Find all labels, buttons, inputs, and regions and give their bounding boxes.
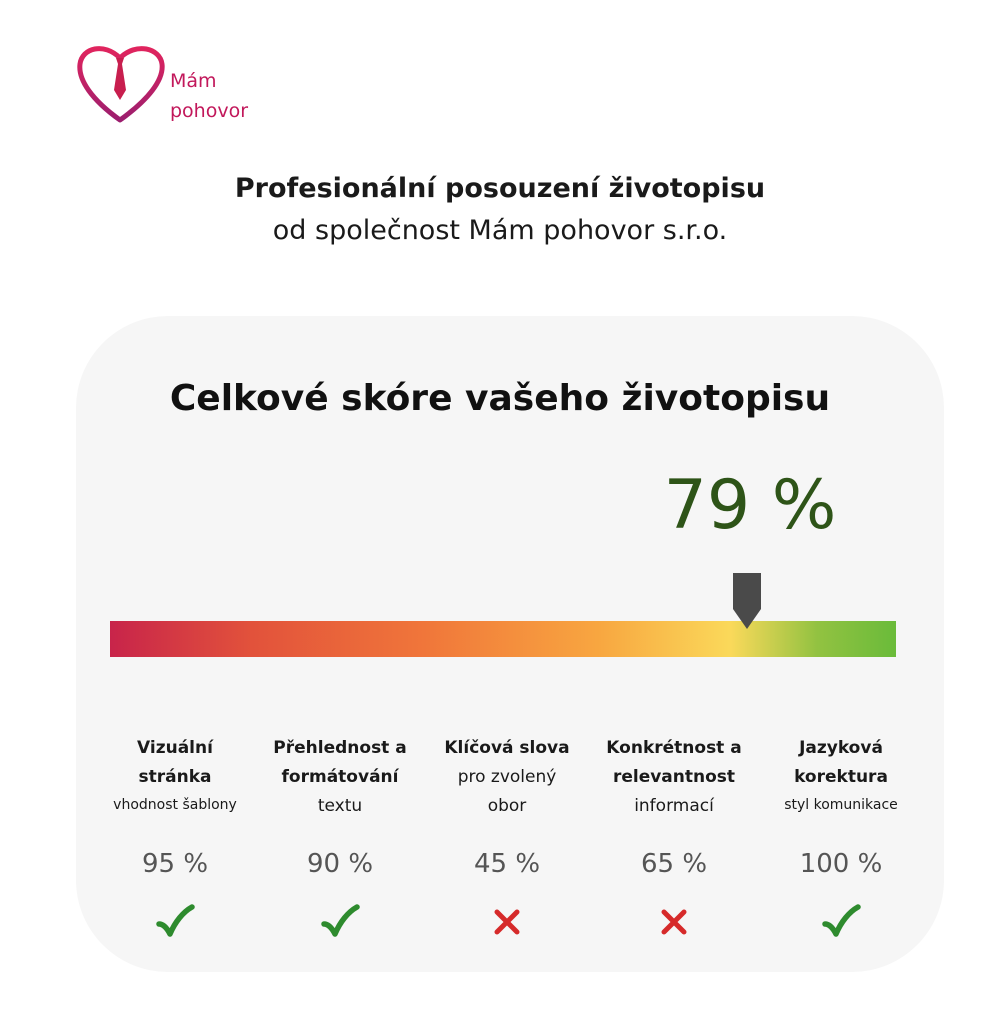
- check-icon: [821, 904, 861, 940]
- metric-language: [756, 734, 926, 818]
- metric-status-visual: [90, 904, 260, 940]
- cross-icon: [659, 904, 689, 940]
- metric-status-relevance: [589, 904, 759, 940]
- metric-title-line2: stránka: [138, 767, 212, 787]
- metric-subtitle: styl komunikace: [784, 797, 898, 813]
- metric-title-line1: Konkrétnost a: [606, 738, 742, 758]
- cross-icon: [492, 904, 522, 940]
- metric-value-relevance: 65 %: [640, 849, 708, 879]
- metric-subtitle: textu: [317, 796, 363, 816]
- metric-subtitle: obor: [487, 796, 527, 816]
- heart-tie-icon: [74, 40, 174, 130]
- metric-title-line1: Vizuální: [137, 738, 213, 758]
- metric-value-visual: 95 %: [141, 849, 209, 879]
- logo-line1: Mám: [170, 70, 217, 92]
- page-subtitle: od společnost Mám pohovor s.r.o.: [272, 215, 728, 246]
- metric-subtitle: informací: [634, 796, 714, 816]
- overall-score: 79 %: [663, 466, 837, 545]
- metric-value-keywords: 45 %: [473, 849, 541, 879]
- logo-text: [170, 66, 248, 126]
- check-icon: [320, 904, 360, 940]
- logo-line2: pohovor: [170, 100, 249, 122]
- metric-status-keywords: [422, 904, 592, 940]
- metric-title-line2: korektura: [794, 767, 888, 787]
- metric-value-formatting: 90 %: [306, 849, 374, 879]
- logo: [74, 40, 274, 130]
- gauge-marker-icon: [730, 573, 764, 631]
- metric-title-line1: Přehlednost a: [273, 738, 407, 758]
- metric-title-line2: relevantnost: [612, 767, 736, 787]
- metric-relevance: [589, 734, 759, 821]
- page-title: Profesionální posouzení životopisu: [234, 173, 766, 204]
- metric-title-line2: pro zvolený: [457, 767, 557, 787]
- metric-formatting: [255, 734, 425, 821]
- metric-status-language: [756, 904, 926, 940]
- score-gauge-bar: [110, 621, 896, 657]
- metric-visual: [90, 734, 260, 818]
- metric-keywords: [422, 734, 592, 821]
- metric-value-language: 100 %: [799, 849, 883, 879]
- metric-title-line1: Jazyková: [799, 738, 883, 758]
- metric-title-line1: Klíčová slova: [444, 738, 570, 758]
- page-header: [0, 168, 1000, 252]
- check-icon: [155, 904, 195, 940]
- metric-title-line2: formátování: [281, 767, 399, 787]
- metric-status-formatting: [255, 904, 425, 940]
- score-card-title: Celkové skóre vašeho životopisu: [169, 378, 831, 419]
- metric-subtitle: vhodnost šablony: [113, 797, 237, 813]
